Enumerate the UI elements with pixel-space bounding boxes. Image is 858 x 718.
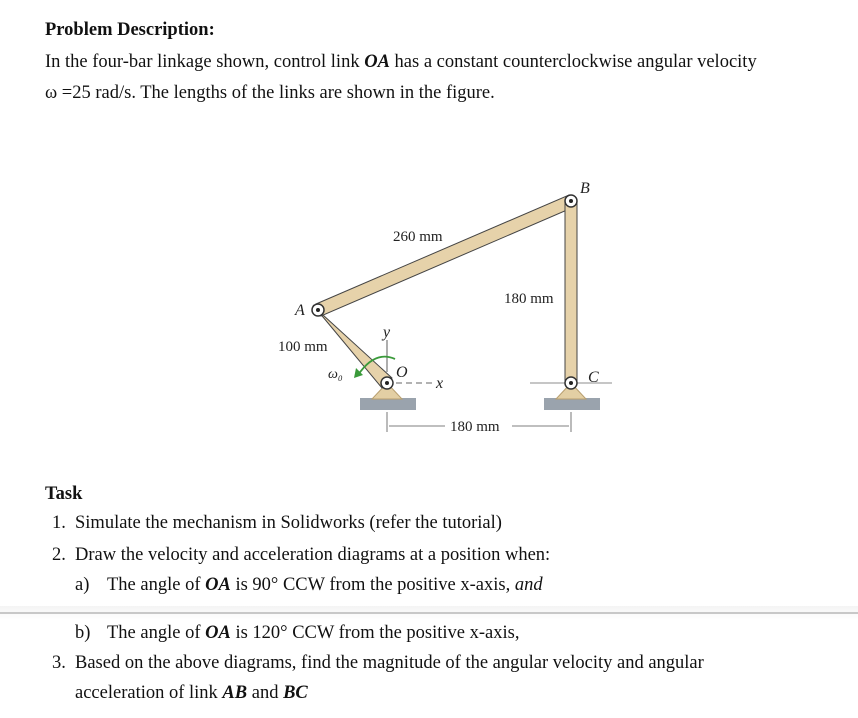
task-sub-b: The angle of OA is 120° CCW from the positive x-axis,	[107, 623, 520, 643]
label-c: C	[588, 369, 599, 386]
length-bc: 180 mm	[504, 291, 554, 307]
label-omega: ω₀	[328, 367, 343, 382]
task-num-2: 2.	[52, 545, 66, 565]
task-heading: Task	[45, 484, 83, 504]
task-item-1: Simulate the mechanism in Solidworks (refer the tutorial)	[75, 513, 502, 533]
label-a: A	[295, 302, 305, 319]
problem-line-2: ω =25 rad/s. The lengths of the links are shown in the figure.	[45, 83, 495, 103]
label-b: B	[580, 180, 590, 197]
page-break	[0, 606, 858, 620]
length-oa: 100 mm	[278, 339, 328, 355]
length-ab: 260 mm	[393, 229, 443, 245]
task-num-3: 3.	[52, 653, 66, 673]
label-o: O	[396, 364, 408, 381]
label-y: y	[383, 324, 391, 341]
task-item-3: Based on the above diagrams, find the magnitude of the angular velocity and angular	[75, 653, 704, 673]
task-sub-a-label: a)	[75, 575, 90, 595]
length-oc: 180 mm	[450, 419, 500, 435]
task-item-3-cont: acceleration of link AB and BC	[75, 683, 308, 703]
label-x: x	[436, 375, 444, 392]
problem-heading: Problem Description:	[45, 20, 215, 40]
task-num-1: 1.	[52, 513, 66, 533]
task-sub-b-label: b)	[75, 623, 91, 643]
problem-line-1: In the four-bar linkage shown, control link OA has a constant counterclockwise angular velocity	[45, 52, 757, 72]
task-item-2: Draw the velocity and acceleration diagrams at a position when:	[75, 545, 551, 565]
task-sub-a: The angle of OA is 90° CCW from the positive x-axis, and	[107, 575, 543, 595]
